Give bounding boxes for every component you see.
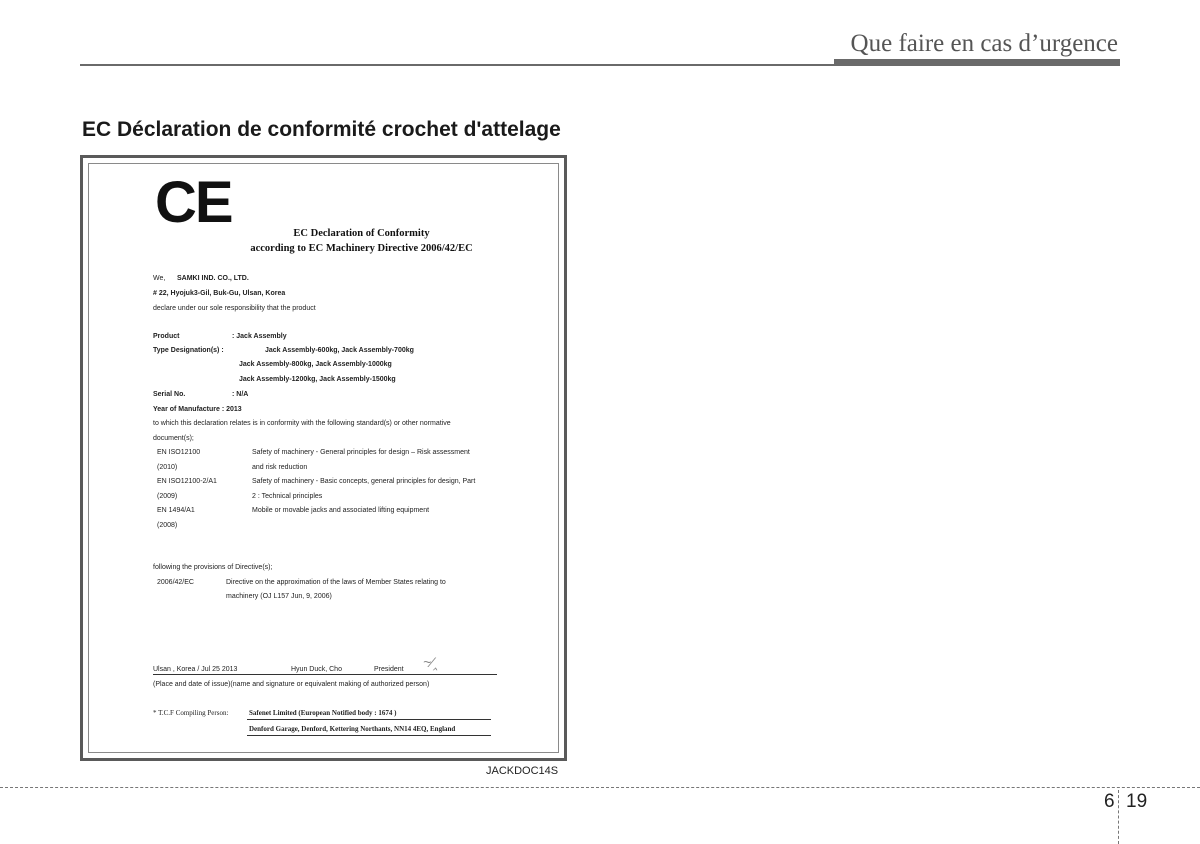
type-line3: Jack Assembly-1200kg, Jack Assembly-1500kg bbox=[239, 376, 396, 383]
page-number-divider bbox=[1118, 790, 1119, 844]
signature-mark: ~⁄‸ bbox=[423, 654, 439, 670]
document-title-line1: EC Declaration of Conformity bbox=[293, 228, 430, 239]
header-rule bbox=[80, 64, 836, 66]
conformity-line2: document(s); bbox=[153, 435, 194, 442]
signature-line bbox=[153, 674, 497, 675]
we-label: We, bbox=[153, 275, 166, 282]
serial-label: Serial No. bbox=[153, 391, 186, 398]
tcf-line2: Denford Garage, Denford, Kettering Northants, NN14 4EQ, England bbox=[249, 725, 456, 733]
document-inner-border bbox=[88, 163, 559, 753]
conformity-line1: to which this declaration relates is in conformity with the following standard(s) or other normative bbox=[153, 420, 451, 427]
standard-year: (2010) bbox=[157, 464, 178, 471]
type-label: Type Designation(s) : bbox=[153, 347, 224, 354]
year-of-manufacture: Year of Manufacture : 2013 bbox=[153, 406, 242, 413]
header-rule-accent bbox=[834, 59, 1120, 66]
type-line2: Jack Assembly-800kg, Jack Assembly-1000kg bbox=[239, 361, 392, 368]
tcf-label: * T.C.F Compiling Person: bbox=[153, 709, 229, 717]
ce-mark: CE bbox=[155, 170, 232, 235]
serial-value: : N/A bbox=[232, 391, 249, 398]
standard-year: (2009) bbox=[157, 493, 178, 500]
standard-desc-cont: and risk reduction bbox=[252, 464, 308, 471]
standard-desc: Safety of machinery - General principles for design – Risk assessment bbox=[252, 449, 470, 456]
chapter-number: 6 bbox=[1104, 791, 1115, 812]
footer-dashed-rule bbox=[0, 787, 1200, 788]
company-name: SAMKI IND. CO., LTD. bbox=[177, 275, 249, 282]
standard-code: EN 1494/A1 bbox=[157, 507, 195, 514]
declaration-document bbox=[80, 155, 567, 761]
document-caption: JACKDOC14S bbox=[486, 765, 559, 777]
standard-desc: Safety of machinery - Basic concepts, general principles for design, Part bbox=[252, 478, 476, 485]
type-line1: Jack Assembly-600kg, Jack Assembly-700kg bbox=[265, 347, 414, 354]
signer-name: Hyun Duck, Cho bbox=[291, 666, 342, 673]
page-number: 19 bbox=[1126, 791, 1148, 812]
section-heading: EC Déclaration de conformité crochet d'attelage bbox=[82, 118, 561, 141]
standard-code: EN ISO12100 bbox=[157, 449, 201, 456]
standard-year: (2008) bbox=[157, 522, 178, 529]
standard-desc: Mobile or movable jacks and associated lifting equipment bbox=[252, 507, 430, 514]
directive-code: 2006/42/EC bbox=[157, 579, 194, 586]
chapter-title: Que faire en cas d’urgence bbox=[850, 30, 1118, 57]
directive-intro: following the provisions of Directive(s); bbox=[153, 564, 273, 571]
tcf-underline2 bbox=[247, 735, 491, 736]
directive-line2: machinery (OJ L157 Jun, 9, 2006) bbox=[226, 593, 332, 600]
tcf-underline1 bbox=[247, 719, 491, 720]
signature-caption: (Place and date of issue)(name and signature or equivalent making of authorized person) bbox=[153, 681, 430, 688]
signer-title: President bbox=[374, 666, 404, 673]
company-address: # 22, Hyojuk3-Gil, Buk-Gu, Ulsan, Korea bbox=[153, 290, 286, 297]
standard-desc-cont: 2 : Technical principles bbox=[252, 493, 323, 500]
product-value: : Jack Assembly bbox=[232, 333, 287, 340]
document-title-line2: according to EC Machinery Directive 2006/42/EC bbox=[250, 243, 473, 254]
directive-line1: Directive on the approximation of the laws of Member States relating to bbox=[226, 579, 446, 586]
tcf-line1: Safenet Limited (European Notified body : 1674 ) bbox=[249, 709, 397, 717]
product-label: Product bbox=[153, 333, 180, 340]
standard-code: EN ISO12100-2/A1 bbox=[157, 478, 217, 485]
declare-statement: declare under our sole responsibility that the product bbox=[153, 305, 316, 312]
place-date: Ulsan , Korea / Jul 25 2013 bbox=[153, 666, 238, 673]
